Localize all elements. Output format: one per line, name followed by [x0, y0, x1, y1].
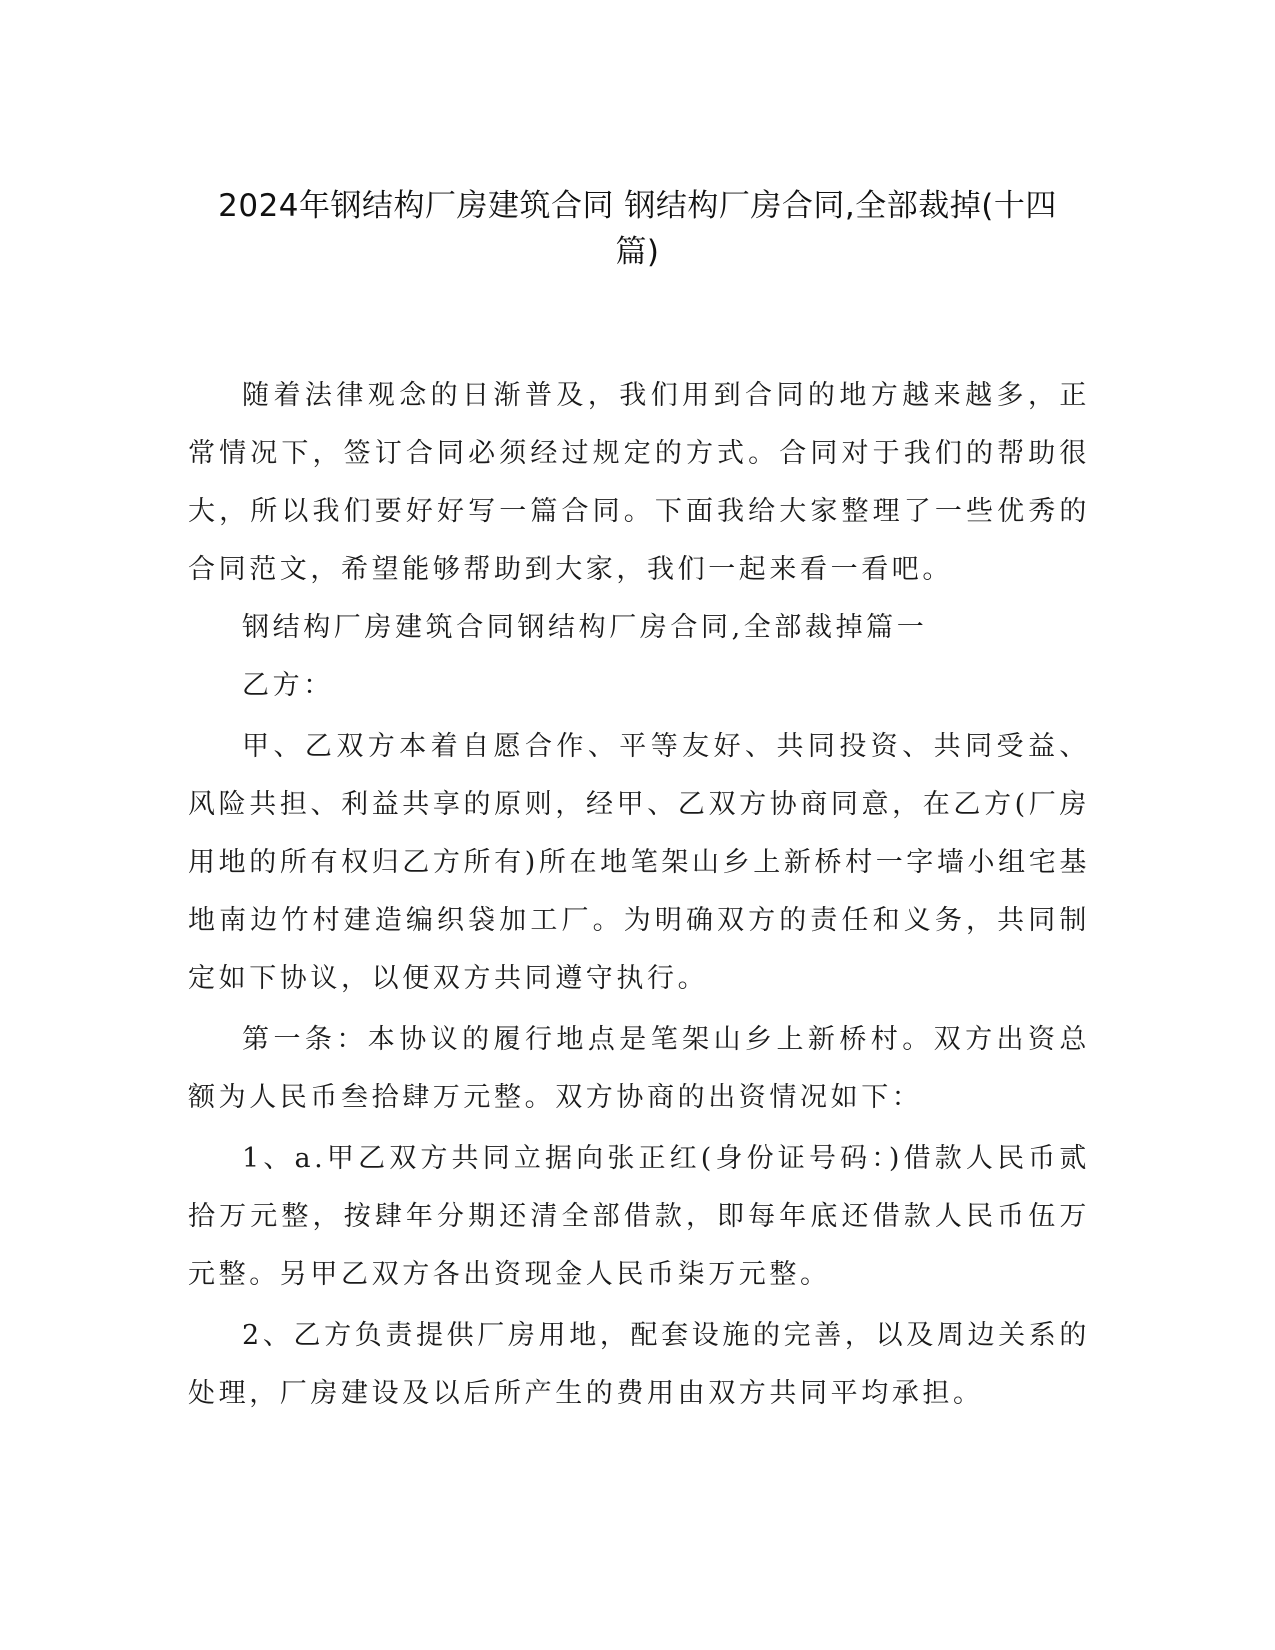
clause-2: 2、乙方负责提供厂房用地，配套设施的完善，以及周边关系的处理，厂房建设及以后所产生的费用由双方共同平均承担。	[188, 1320, 1090, 1409]
clause-1: 1、a.甲乙双方共同立据向张正红(身份证号码：)借款人民币贰拾万元整，按肆年分期还清全部借款，即每年底还借款人民币伍万元整。另甲乙双方各出资现金人民币柒万元整。	[188, 1143, 1090, 1290]
section-heading: 钢结构厂房建筑合同钢结构厂房合同,全部裁掉篇一	[242, 612, 928, 643]
title-line-1: 2024年钢结构厂房建筑合同 钢结构厂房合同,全部裁掉(十四	[218, 188, 1057, 224]
intro-paragraph: 随着法律观念的日渐普及，我们用到合同的地方越来越多，正常情况下，签订合同必须经过规定的方式。合同对于我们的帮助很大，所以我们要好好写一篇合同。下面我给大家整理了一些优秀的合同范文，希望能够帮助到大家，我们一起来看一看吧。	[188, 380, 1090, 585]
agreement-preamble: 甲、乙双方本着自愿合作、平等友好、共同投资、共同受益、风险共担、利益共享的原则，经甲、乙双方协商同意，在乙方(厂房用地的所有权归乙方所有)所在地笔架山乡上新桥村一字墙小组宅基地南边竹村建造编织袋加工厂。为明确双方的责任和义务，共同制定如下协议，以便双方共同遵守执行。	[188, 731, 1090, 994]
title-line-2: 篇)	[615, 234, 660, 270]
party-b-label: 乙方：	[242, 670, 334, 701]
article-one: 第一条：本协议的履行地点是笔架山乡上新桥村。双方出资总额为人民币叁拾肆万元整。双方协商的出资情况如下：	[188, 1024, 1090, 1113]
document-title	[180, 183, 1095, 275]
document-body	[188, 367, 1090, 1423]
